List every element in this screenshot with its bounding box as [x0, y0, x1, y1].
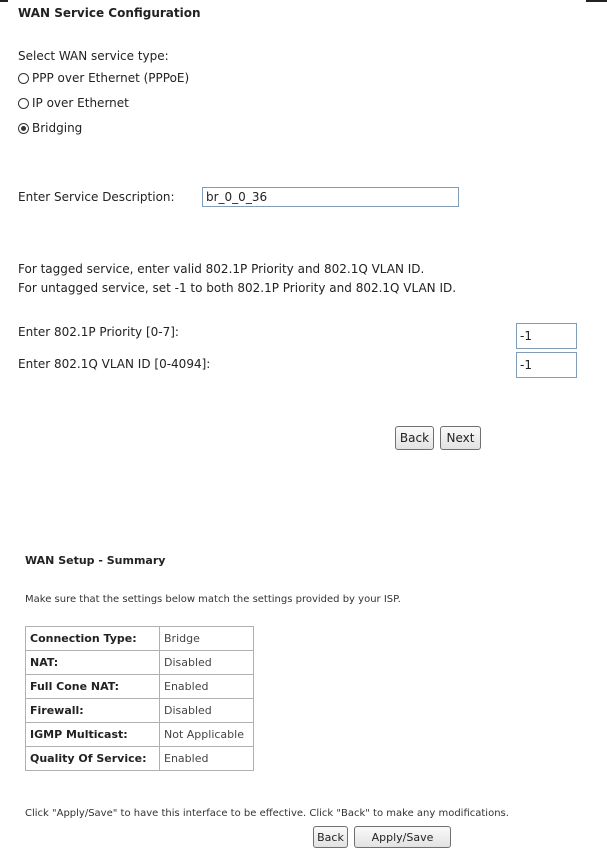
summary-row-value: Enabled [160, 747, 254, 771]
summary-row-label: Full Cone NAT: [26, 675, 160, 699]
summary-row-label: Firewall: [26, 699, 160, 723]
top-edge-line-left [0, 0, 8, 2]
table-row [26, 627, 254, 651]
service-description-label: Enter Service Description: [18, 190, 175, 204]
radio-bridging-indicator[interactable] [18, 123, 29, 134]
summary-intro: Make sure that the settings below match the settings provided by your ISP. [25, 594, 401, 605]
top-edge-line-right [586, 0, 607, 2]
summary-row-label: NAT: [26, 651, 160, 675]
vlan-id-input[interactable] [516, 352, 577, 378]
radio-pppoe-indicator[interactable] [18, 73, 29, 84]
summary-row-value: Disabled [160, 651, 254, 675]
summary-title: WAN Setup - Summary [25, 554, 166, 567]
table-row [26, 651, 254, 675]
vlan-id-label: Enter 802.1Q VLAN ID [0-4094]: [18, 357, 211, 371]
summary-row-label: Connection Type: [26, 627, 160, 651]
service-description-input[interactable] [202, 187, 459, 207]
radio-pppoe-label: PPP over Ethernet (PPPoE) [32, 71, 190, 85]
tagged-service-note: For tagged service, enter valid 802.1P Priority and 802.1Q VLAN ID. [18, 262, 425, 276]
radio-ipoe-indicator[interactable] [18, 98, 29, 109]
untagged-service-note: For untagged service, set -1 to both 802.1P Priority and 802.1Q VLAN ID. [18, 281, 457, 295]
summary-row-value: Not Applicable [160, 723, 254, 747]
radio-ipoe-label: IP over Ethernet [32, 96, 129, 110]
summary-footer-note: Click "Apply/Save" to have this interface to be effective. Click "Back" to make any modifications. [25, 808, 509, 819]
summary-row-label: Quality Of Service: [26, 747, 160, 771]
summary-back-button[interactable]: Back [313, 826, 348, 848]
select-service-type-label: Select WAN service type: [18, 49, 169, 63]
table-row [26, 675, 254, 699]
summary-row-value: Disabled [160, 699, 254, 723]
radio-ipoe[interactable] [18, 96, 129, 110]
next-button[interactable]: Next [440, 426, 481, 450]
apply-save-button[interactable]: Apply/Save [354, 826, 451, 848]
summary-table [25, 626, 254, 771]
config-title: WAN Service Configuration [18, 6, 201, 20]
back-button[interactable]: Back [395, 426, 434, 450]
table-row [26, 723, 254, 747]
radio-bridging[interactable] [18, 121, 82, 135]
table-row [26, 699, 254, 723]
table-row [26, 747, 254, 771]
summary-row-value: Bridge [160, 627, 254, 651]
summary-row-label: IGMP Multicast: [26, 723, 160, 747]
radio-pppoe[interactable] [18, 71, 189, 85]
radio-bridging-label: Bridging [32, 121, 83, 135]
priority-input[interactable] [516, 323, 577, 349]
radio-selected-dot [21, 126, 26, 131]
summary-row-value: Enabled [160, 675, 254, 699]
priority-label: Enter 802.1P Priority [0-7]: [18, 325, 179, 339]
